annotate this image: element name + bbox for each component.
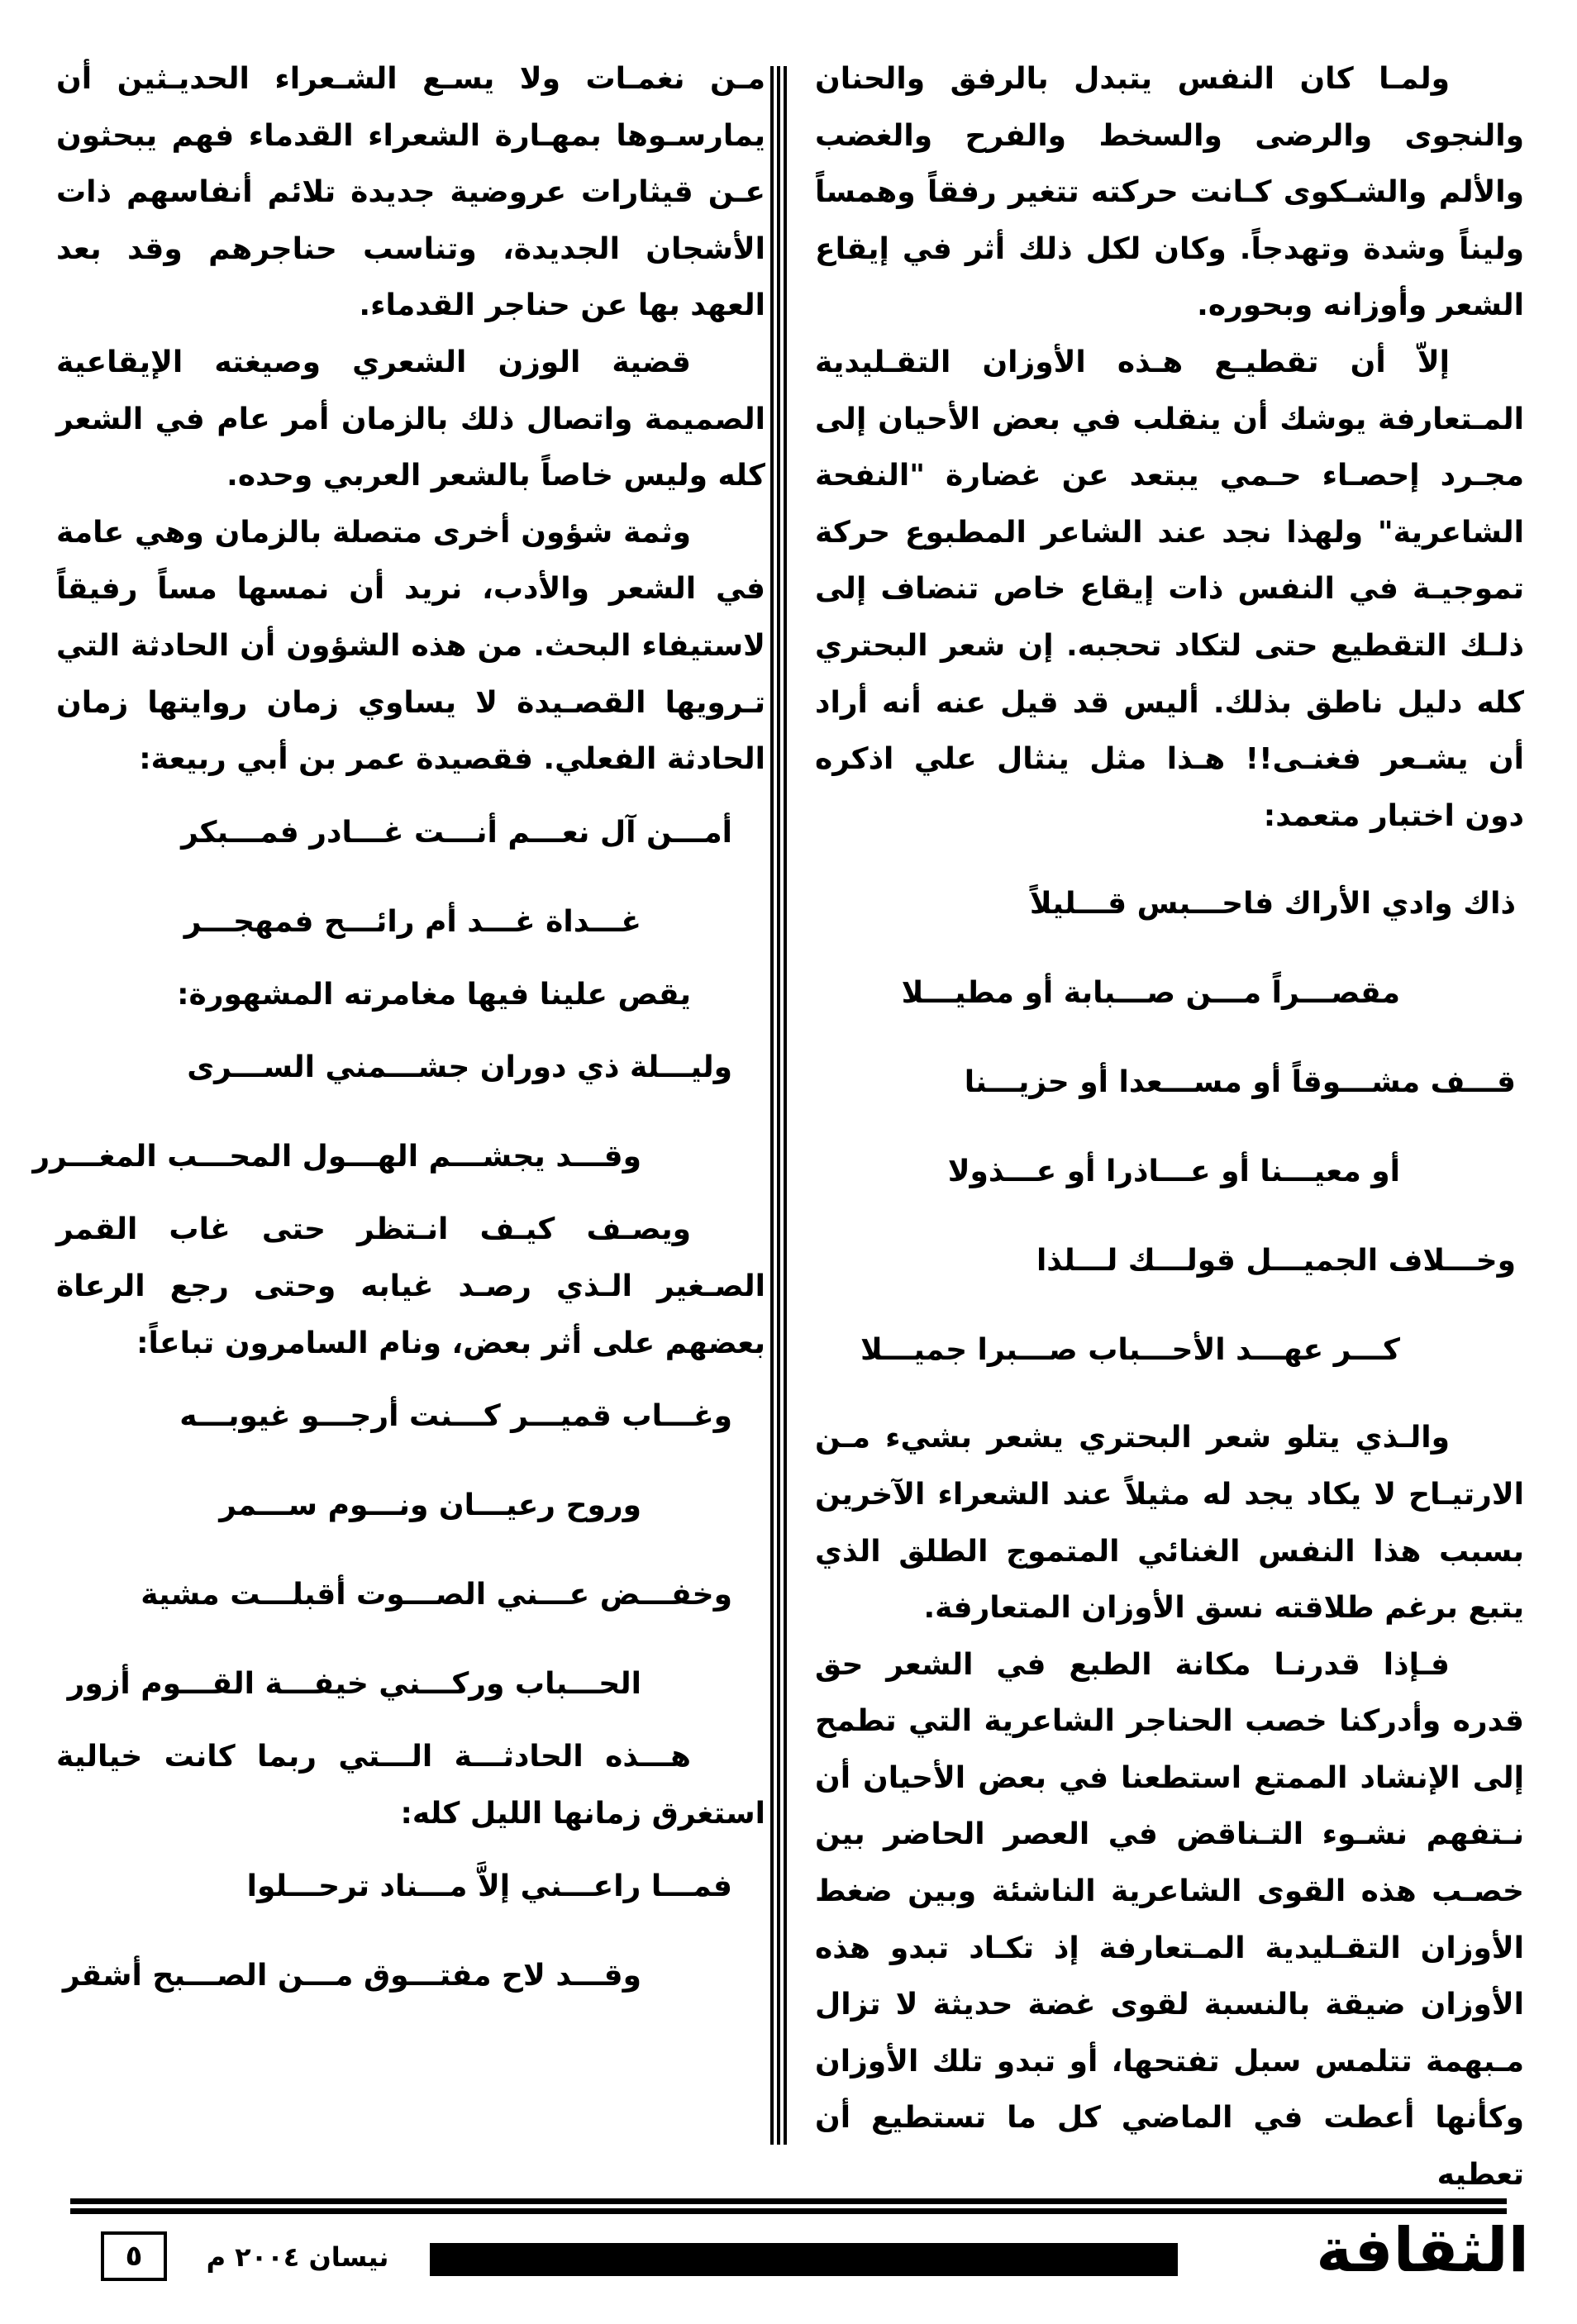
paragraph: قضية الوزن الشعري وصيغته الإيقاعية الصميمة واتصال ذلك بالزمان أمر عام في الشعر كله وليس خاصاً بالشعر العربي وحده. xyxy=(56,345,765,493)
right-column xyxy=(815,51,1524,2193)
paragraph: إلاّ أن تقطيـع هـذه الأوزان التقـليدية المـتعارفة يوشك أن ينقلب في بعض الأحيان إلى مجـرد إحصـاء حـمي يبتعد عن غضارة "النفحة الشاعرية" ولهذا نجد عند الشاعر المطبوع حركة تموجيـة في النفس ذات إيقاع خاص تنضاف إلى ذلـك التقطيع حتى لتكاد تحجبه. إن شعر البحتري كله دليل ناطق بذلك. أليس قد قيل عنه أنه أراد أن يشـعر فغنـى!! هـذا مثل ينثال علي اذكره دون اختبار متعمد: xyxy=(815,345,1524,833)
issue-date: نيسان ٢٠٠٤ م xyxy=(206,2241,389,2273)
paragraph: مـن نغمـات ولا يسـع الشـعراء الحديـثين أن يمارسـوها بمهـارة الشعراء القدماء فهم يبحثون عـن قيثارات عروضية جديدة تلائم أنفاسهم ذات الأشجان الجديدة، وتناسب حناجرهم وقد بعد العهد بها عن حناجر القدماء. xyxy=(56,62,765,323)
verse-block xyxy=(32,1023,765,1202)
verse-block xyxy=(56,1372,765,1729)
verse-line: وغـــاب قميـــر كـــنت أرجـــو غيوبـــه xyxy=(179,1399,732,1434)
footer-bar xyxy=(430,2243,1178,2276)
verse-line: أو معيـــنا أو عـــاذرا أو عـــذولا xyxy=(947,1155,1400,1189)
paragraph: وثمة شؤون أخرى متصلة بالزمان وهي عامة في الشعر والأدب، نريد أن نمسها مساً رفيقاً لاستيفاء البحث. من هذه الشؤون أن الحادثة التي تـرويها القصـيدة لا يساوي زمان روايتها زمان الحادثة الفعلي. فقصيدة عمر بن أبي ربيعة: xyxy=(56,515,765,777)
paragraph: ولمـا كان النفس يتبدل بالرفق والحنان والنجوى والرضى والسخط والفرح والغضب والألم والشـكوى كـانت حركته تتغير رفقاً وهمساً وليناً وشدة وتهدجاً. وكان لكل ذلك أثر في إيقاع الشعر وأوزانه وبحوره. xyxy=(815,62,1524,323)
verse-line: قـــف مشـــوقاً أو مســـعدا أو حزيـــنا xyxy=(964,1065,1516,1100)
verse-block xyxy=(56,788,765,967)
paragraph: يقص علينا فيها مغامرته المشهورة: xyxy=(177,977,691,1012)
verse-block xyxy=(815,860,1524,1395)
verse-line: وروح رعيـــان ونـــوم ســـمر xyxy=(219,1488,641,1523)
column-divider xyxy=(770,66,787,2145)
left-column xyxy=(32,51,765,2150)
paragraph: فـإذا قدرنـا مكانة الطبع في الشعر حق قدره وأدركنا خصب الحناجر الشاعرية التي تطمح إلى الإنشاد الممتع استطعنا في بعض الأحيان أن نـتفهم نشـوء التـناقض في العصر الحاضر بين خصـب هذه القوى الشاعرية الناشئة وبين ضغط الأوزان التقـليدية المـتعارفة إذ تكـاد تبدو هذه الأوزان ضيقة بالنسبة لقوى غضة حديثة لا تزال مـبهمة تتلمس سبل تفتحها، أو تبدو تلك الأوزان وكأنها أعطت في الماضي كل ما تستطيع أن تعطيه xyxy=(815,1647,1524,2193)
paragraph: ويصـف كيـف انـتظر حتى غاب القمر الصـغير الـذي رصـد غيابه وحتى رجع الرعاة بعضهم على أثر بعض، ونام السامرون تباعاً: xyxy=(56,1212,765,1360)
verse-block xyxy=(56,1842,765,2021)
verse-line: وخفـــض عـــني الصـــوت أقبلـــت مشية xyxy=(141,1578,732,1612)
magazine-logo: الثقافة xyxy=(1316,2215,1529,2286)
verse-line: غـــداة غـــد أم رائـــح فمهجـــر xyxy=(183,904,641,939)
paragraph: والـذي يتلو شعر البحتري يشعر بشيء مـن الارتيـاح لا يكاد يجد له مثيلاً عند الشعراء الآخرين بسبب هذا النفس الغنائي المتموج الطلق الذي يتبع برغم طلاقته نسق الأوزان المتعارفة. xyxy=(815,1421,1524,1626)
page-footer xyxy=(0,2198,1577,2298)
verse-line: وقـــد لاح مفتـــوق مـــن الصـــبح أشقر xyxy=(62,1959,641,1993)
verse-line: فمـــا راعـــني إلاَّ مـــناد ترحـــلوا xyxy=(246,1869,732,1904)
verse-line: الحـــباب وركـــني خيفـــة القـــوم أزور xyxy=(67,1667,641,1702)
verse-line: ذاك وادي الأراك فاحـــبس قـــليلاً xyxy=(1029,887,1516,922)
verse-line: وخـــلاف الجميـــل قولـــك لـــلذا xyxy=(1036,1244,1516,1279)
verse-line: كـــر عهـــد الأحـــباب صـــبرا جميـــلا xyxy=(860,1333,1400,1368)
verse-line: أمـــن آل نعـــم أنـــت غـــادر فمـــبكر xyxy=(181,815,732,850)
verse-line: وقـــد يجشـــم الهـــول المحـــب المغـــرر xyxy=(32,1140,641,1174)
paragraph: هـــذه الحادثـــة الـــتي ربما كانت خيالية استغرق زمانها الليل كله: xyxy=(56,1740,765,1831)
page-number: ٥ xyxy=(101,2231,167,2281)
footer-rule xyxy=(70,2198,1507,2204)
verse-line: مقصـــراً مـــن صـــبابة أو مطيـــلا xyxy=(901,976,1400,1011)
verse-line: وليـــلة ذي دوران جشـــمني الســـرى xyxy=(187,1050,732,1085)
